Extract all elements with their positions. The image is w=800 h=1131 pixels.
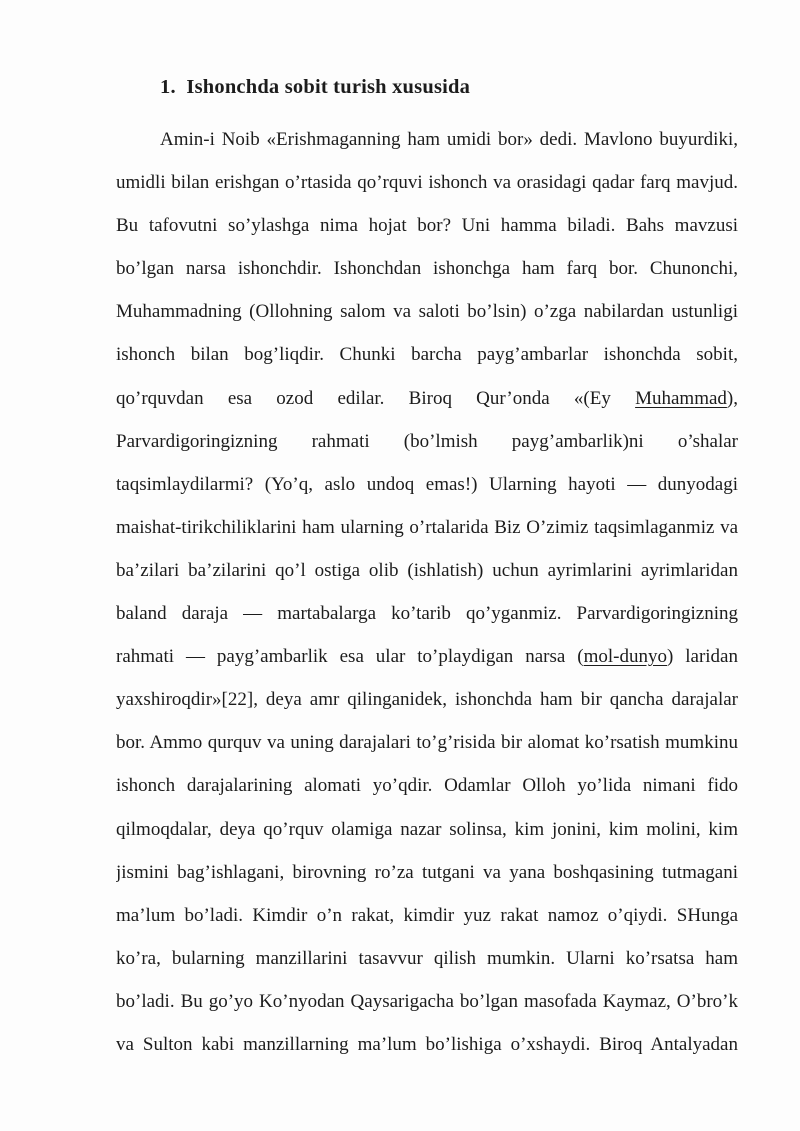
paragraph-line: Parvardigoringizning rahmati (bo’lmish payg’ambarlik)ni o’shalar <box>116 430 738 452</box>
paragraph-line: ba’zilari ba’zilarini qo’l ostiga olib (ishlatish) uchun ayrimlarini ayrimlaridan <box>116 559 738 581</box>
paragraph-line: ko’ra, bularning manzillarini tasavvur qilish mumkin. Ularni ko’rsatsa ham <box>116 947 738 969</box>
paragraph-line: Bu tafovutni so’ylashga nima hojat bor? Uni hamma biladi. Bahs mavzusi <box>116 215 738 237</box>
paragraph-line: taqsimlaydilarmi? (Yo’q, aslo undoq emas!) Ularning hayoti — dunyodagi <box>116 473 738 495</box>
paragraph-line: va Sulton kabi manzillarning ma’lum bo’lishiga o’xshaydi. Biroq Antalyadan <box>116 1033 738 1055</box>
paragraph-line: yaxshiroqdir»[22], deya amr qilinganidek, ishonchda ham bir qancha darajalar <box>116 689 738 711</box>
paragraph-line: qo’rquvdan esa ozod edilar. Biroq Qur’onda «(Ey Muhammad), <box>116 387 738 409</box>
paragraph-line: Muhammadning (Ollohning salom va saloti bo’lsin) o’zga nabilardan ustunligi <box>116 301 738 323</box>
paragraph-line: jismini bag’ishlagani, birovning ro’za tutgani va yana boshqasining tutmagani <box>116 861 738 883</box>
paragraph-line: rahmati — payg’ambarlik esa ular to’playdigan narsa (mol-dunyo) laridan <box>116 646 738 668</box>
paragraph-line: bor. Ammo qurquv va uning darajalari to’g’risida bir alomat ko’rsatish mumkinu <box>116 732 738 754</box>
underlined-word: mol-dunyo <box>583 646 667 668</box>
underlined-word: Muhammad <box>635 387 727 409</box>
paragraph-line: bo’lgan narsa ishonchdir. Ishonchdan ishonchga ham farq bor. Chunonchi, <box>116 258 738 280</box>
paragraph-line: Amin-i Noib «Erishmaganning ham umidi bor» dedi. Mavlono buyurdiki, <box>160 129 738 150</box>
paragraph-line: ma’lum bo’ladi. Kimdir o’n rakat, kimdir yuz rakat namoz o’qiydi. SHunga <box>116 904 738 926</box>
paragraph-line: umidli bilan erishgan o’rtasida qo’rquvi ishonch va orasidagi qadar farq mavjud. <box>116 172 738 194</box>
paragraph-line: qilmoqdalar, deya qo’rquv olamiga nazar solinsa, kim jonini, kim molini, kim <box>116 818 738 840</box>
paragraph-line: maishat-tirikchiliklarini ham ularning o’rtalarida Biz O’zimiz taqsimlaganmiz va <box>116 516 738 538</box>
paragraph-line: ishonch darajalarining alomati yo’qdir. Odamlar Olloh yo’lida nimani fido <box>116 775 738 797</box>
paragraph-line: bo’ladi. Bu go’yo Ko’nyodan Qaysarigacha bo’lgan masofada Kaymaz, O’bro’k <box>116 990 738 1012</box>
section-heading: 1. Ishonchda sobit turish xususida <box>160 76 471 98</box>
paragraph-line: baland daraja — martabalarga ko’tarib qo’yganmiz. Parvardigoringizning <box>116 603 738 625</box>
page-content <box>116 66 738 1066</box>
body-paragraph <box>116 118 738 1066</box>
paragraph-line: ishonch bilan bog’liqdir. Chunki barcha payg’ambarlar ishonchda sobit, <box>116 344 738 366</box>
